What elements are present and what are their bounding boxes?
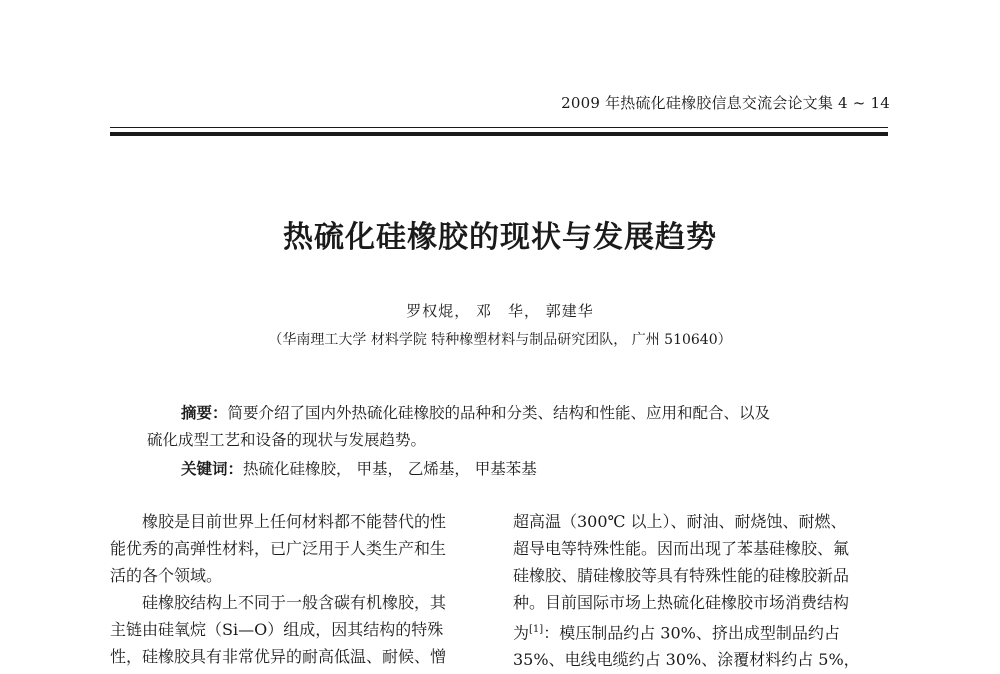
paper-title: 热硫化硅橡胶的现状与发展趋势 [283, 220, 717, 255]
text-line [513, 616, 901, 646]
text-line: 超高温（300℃ 以上）、耐油、耐烧蚀、耐燃、 [513, 512, 847, 531]
abstract [147, 400, 867, 454]
running-head: 2009 年热硫化硅橡胶信息交流会论文集 4 ~ 14 [561, 94, 890, 112]
text-line: 35%、电线电缆约占 30%、涂覆材料约占 5%， [513, 650, 860, 670]
abstract-label: 摘要： [181, 404, 228, 422]
abstract-text-1: 简要介绍了国内外热硫化硅橡胶的品种和分类、结构和性能、应用和配合、以及 [227, 404, 771, 422]
text-line: 橡胶是目前世界上任何材料都不能替代的性 [142, 512, 447, 531]
keywords-label: 关键词： [181, 460, 244, 478]
body-column-left [110, 508, 498, 670]
text-line: 能优秀的高弹性材料，已广泛用于人类生产和生 [110, 539, 447, 558]
abstract-line-2: 硫化成型工艺和设备的现状与发展趋势。 [147, 431, 427, 449]
paragraph [110, 589, 498, 670]
text-line: 活的各个领域。 [110, 566, 223, 585]
header-rule-thin [110, 127, 888, 128]
keywords [181, 456, 537, 483]
text-fragment: 为 [513, 623, 530, 643]
affiliation: （华南理工大学 材料学院 特种橡塑材料与制品研究团队， 广州 510640） [268, 332, 732, 348]
text-line: 种。目前国际市场上热硫化硅橡胶市场消费结构 [513, 593, 850, 612]
authors: 罗权焜， 邓 华， 郭建华 [406, 302, 594, 320]
text-line: 硅橡胶结构上不同于一般含碳有机橡胶，其 [142, 593, 447, 612]
keywords-text: 热硫化硅橡胶， 甲基， 乙烯基， 甲基苯基 [243, 460, 537, 478]
body-column-right [513, 508, 901, 673]
abstract-line-1 [147, 400, 867, 427]
header-rule-thick [110, 132, 888, 136]
text-fragment: ：模压制品约占 30%、挤出成型制品约占 [543, 623, 840, 643]
text-line: 性，硅橡胶具有非常优异的耐高低温、耐候、憎 [110, 647, 447, 666]
citation-reference: [1] [529, 624, 544, 635]
text-line: 超导电等特殊性能。因而出现了苯基硅橡胶、氟 [513, 539, 850, 558]
paragraph [110, 508, 498, 589]
text-line: 主链由硅氧烷（Si—O）组成，因其结构的特殊 [110, 620, 444, 639]
text-line: 硅橡胶、腈硅橡胶等具有特殊性能的硅橡胶新品 [513, 566, 850, 585]
